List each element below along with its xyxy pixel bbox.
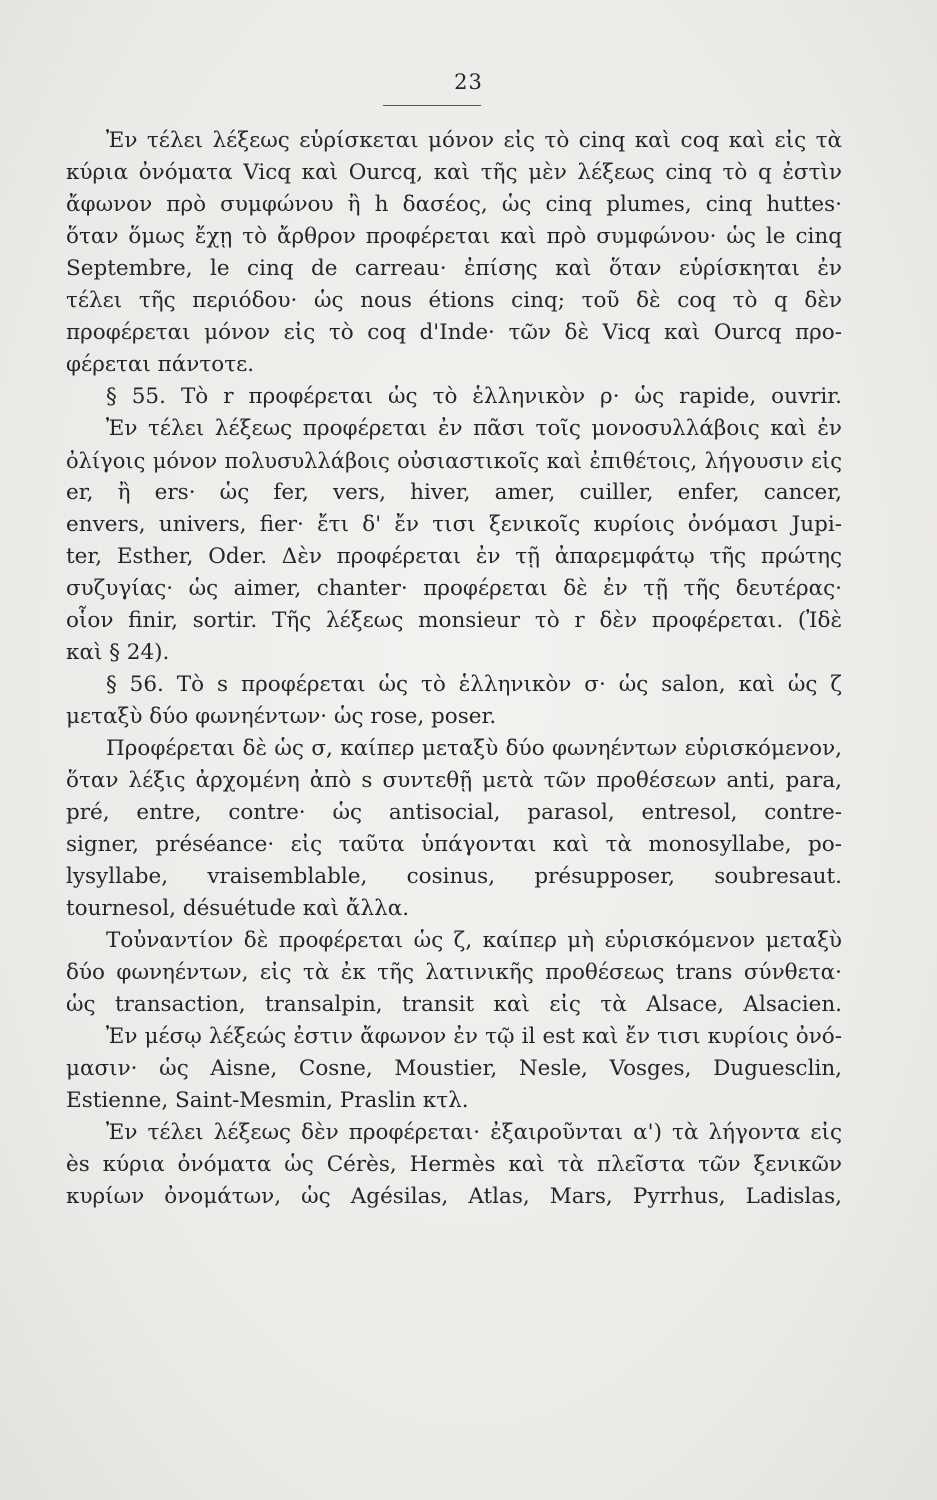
text-line: μεταξὺ δύο φωνηέντων· ὡς rose, poser. [66, 704, 497, 729]
text-line: ter, Esther, Oder. Δὲν προφέρεται ἐν τῇ ἀπαρεμφάτῳ τῆς πρώτης [66, 544, 842, 569]
text-line: ὅταν λέξις ἀρχομένη ἀπὸ s συντεθῇ μετὰ τῶν προθέσεων anti, para, [66, 768, 842, 793]
text-line: ès κύρια ὀνόματα ὡς Cérès, Hermès καὶ τὰ πλεῖστα τῶν ξενικῶν [66, 1152, 842, 1177]
text-line: pré, entre, contre· ὡς antisocial, parasol, entresol, contre- [66, 800, 842, 825]
text-line: προφέρεται μόνον εἰς τὸ coq d'Inde· τῶν δὲ Vicq καὶ Ourcq προ- [66, 320, 842, 345]
page-number: 23 [454, 70, 483, 94]
text-line: Ἐν τέλει λέξεως εὑρίσκεται μόνον εἰς τὸ cinq καὶ coq καὶ εἰς τὰ [106, 128, 842, 153]
text-line: lysyllabe, vraisemblable, cosinus, présupposer, soubresaut. [66, 864, 842, 889]
text-line: Τοὐναντίον δὲ προφέρεται ὡς ζ, καίπερ μὴ εὑρισκόμενον μεταξὺ [106, 928, 842, 953]
text-line: ὅταν ὅμως ἔχῃ τὸ ἄρθρον προφέρεται καὶ πρὸ συμφώνου· ὡς le cinq [66, 224, 842, 249]
text-line: συζυγίας· ὡς aimer, chanter· προφέρεται δὲ ἐν τῇ τῆς δευτέρας· [66, 576, 842, 601]
text-line: envers, univers, fier· ἔτι δ' ἔν τισι ξενικοῖς κυρίοις ὀνόμασι Jupi- [66, 512, 842, 537]
text-line: Septembre, le cinq de carreau· ἐπίσης καὶ ὅταν εὑρίσκηται ἐν [66, 256, 842, 281]
text-line: Estienne, Saint-Mesmin, Praslin κτλ. [66, 1088, 469, 1113]
text-line: Προφέρεται δὲ ὡς σ, καίπερ μεταξὺ δύο φωνηέντων εὑρισκόμενον, [106, 736, 842, 761]
text-line: Ἐν τέλει λέξεως δὲν προφέρεται· ἐξαιροῦνται α') τὰ λήγοντα εἰς [106, 1120, 842, 1145]
text-line: Ἐν τέλει λέξεως προφέρεται ἐν πᾶσι τοῖς μονοσυλλάβοις καὶ ἐν [106, 416, 842, 441]
text-line: φέρεται πάντοτε. [66, 352, 255, 377]
text-line: μασιν· ὡς Aisne, Cosne, Moustier, Nesle, Vosges, Duguesclin, [66, 1056, 842, 1081]
text-line: tournesol, désuétude καὶ ἄλλα. [66, 896, 410, 921]
text-line: κύρια ὀνόματα Vicq καὶ Ourcq, καὶ τῆς μὲν λέξεως cinq τὸ q ἐστὶν [66, 160, 842, 185]
text-line: ὀλίγοις μόνον πολυσυλλάβοις οὐσιαστικοῖς καὶ ἐπιθέτοις, λήγουσιν εἰς [66, 449, 842, 473]
text-line: § 56. Τὸ s προφέρεται ὡς τὸ ἑλληνικὸν σ· ὡς salon, καὶ ὡς ζ [106, 672, 842, 697]
text-line: signer, préséance· εἰς ταῦτα ὑπάγονται καὶ τὰ monosyllabe, po- [66, 832, 842, 857]
text-line: er, ἢ ers· ὡς fer, vers, hiver, amer, cuiller, enfer, cancer, [66, 480, 842, 505]
text-line: κυρίων ὀνομάτων, ὡς Agésilas, Atlas, Mars, Pyrrhus, Ladislas, [66, 1184, 842, 1209]
body-text [66, 125, 842, 1213]
text-line: τέλει τῆς περιόδου· ὡς nous étions cinq; τοῦ δὲ coq τὸ q δὲν [66, 288, 842, 313]
text-line: ὡς transaction, transalpin, transit καὶ εἰς τὰ Alsace, Alsacien. [66, 992, 842, 1017]
text-line: καὶ § 24). [66, 640, 170, 665]
text-line: § 55. Τὸ r προφέρεται ὡς τὸ ἑλληνικὸν ρ· ὡς rapide, ouvrir. [106, 384, 842, 409]
header-rule [383, 105, 481, 106]
text-line: δύο φωνηέντων, εἰς τὰ ἐκ τῆς λατινικῆς προθέσεως trans σύνθετα· [66, 960, 842, 985]
text-line: οἷον finir, sortir. Τῆς λέξεως monsieur τὸ r δὲν προφέρεται. (Ἰδὲ [66, 608, 842, 633]
text-line: Ἐν μέσῳ λέξεώς ἐστιν ἄφωνον ἐν τῷ il est καὶ ἔν τισι κυρίοις ὀνό- [106, 1024, 842, 1049]
text-line: ἄφωνον πρὸ συμφώνου ἢ h δασέος, ὡς cinq plumes, cinq huttes· [66, 192, 842, 217]
